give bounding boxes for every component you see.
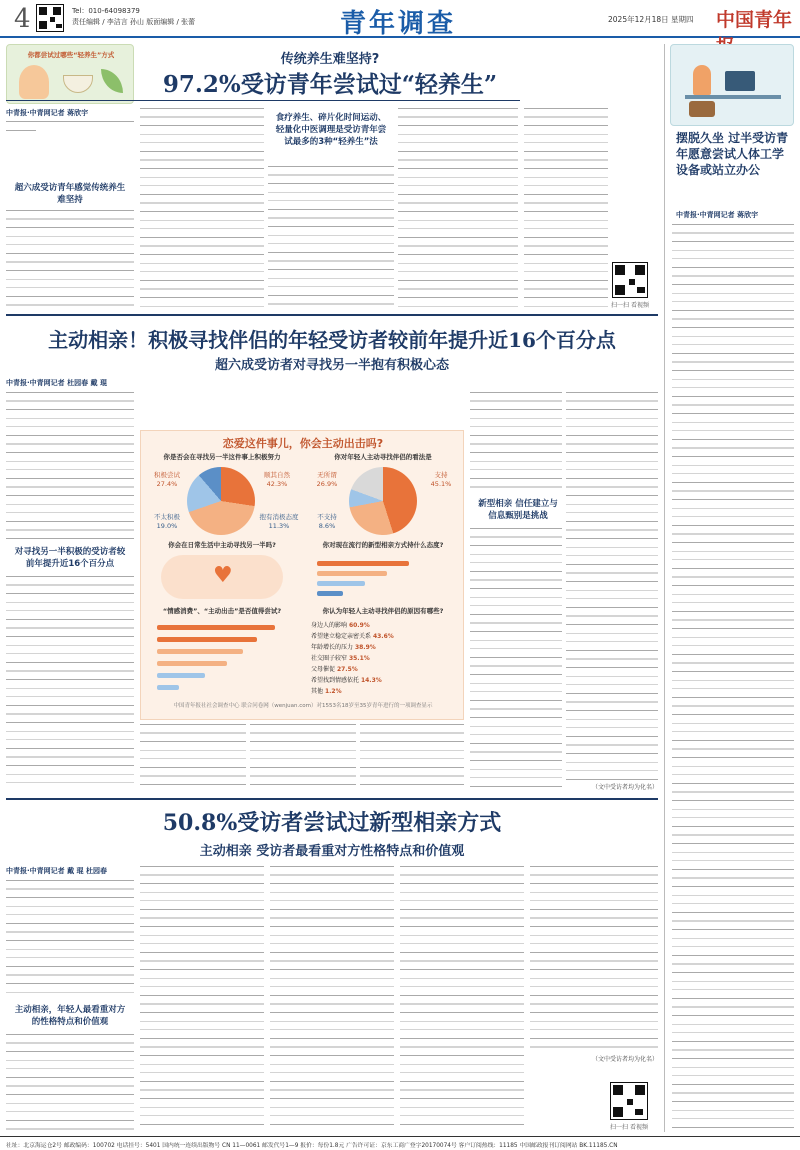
article3-headline: 50.8%受访者尝试过新型相亲方式: [162, 810, 502, 836]
article2-col5: [470, 392, 562, 492]
sidebar-illustration: [670, 44, 794, 126]
q2-option-1: 无所谓: [317, 471, 337, 479]
q2-option-0: 支持: [434, 471, 448, 479]
q5-bar-2: [157, 649, 243, 654]
article2-col4: [360, 724, 464, 790]
q6-item-1: 希望建立稳定亲密关系: [311, 633, 372, 640]
article3-qr-caption: 扫一扫 看视频: [610, 1124, 648, 1131]
q2-value-0: 45.1%: [430, 480, 452, 488]
q6-chart: [311, 621, 461, 701]
sidebar-headline: 摆脱久坐 过半受访青年愿意尝试人体工学设备或站立办公: [676, 131, 789, 177]
article2-credit: （文中受访者均为化名）: [591, 784, 658, 791]
article1-qr-caption: 扫一扫 看视频: [611, 302, 649, 309]
person-icon: [693, 65, 711, 95]
article1-kicker: 传统养生难坚持?: [280, 52, 380, 67]
q4-bar-0: [317, 561, 409, 566]
q6-item-0: 身边人的影响: [311, 622, 348, 629]
q6-value-6: 1.2%: [324, 688, 342, 695]
article1-rule: [6, 100, 520, 101]
article2-col6: [566, 392, 658, 780]
article3-top-rule: [6, 798, 658, 800]
sidebar-byline: 中青报·中青网记者 蒋欣宇: [676, 211, 759, 219]
article3-subhead1: 主动相亲，年轻人最看重对方的性格特点和价值观: [14, 1005, 126, 1027]
page-number: 4: [14, 4, 31, 34]
q2-label-2: [307, 513, 347, 531]
article1-illustration: [6, 44, 134, 104]
q2-pie-chart: [349, 467, 417, 535]
q2-title: 你对年轻人主动寻找伴侣的看法是: [334, 453, 432, 461]
q1-option-2: 不太积极: [154, 513, 180, 521]
q6-title: 你认为年轻人主动寻找伴侣的原因有哪些?: [322, 607, 444, 615]
illustration-figure: [19, 65, 49, 99]
article2-subhead1: 对寻找另一半积极的受访者较前年提升近16个百分点: [14, 547, 126, 569]
q4-bar-2: [317, 581, 365, 586]
q2-value-2: 8.6%: [318, 522, 336, 530]
article1-col3: [268, 166, 394, 308]
q4-bar-3: [317, 591, 343, 596]
q3-title: 你会在日常生活中主动寻找另一半吗?: [168, 541, 276, 549]
q5-bar-5: [157, 685, 179, 690]
q1-label-3: [257, 513, 301, 531]
header-info: [72, 6, 195, 28]
article1-col1: [6, 120, 134, 178]
q6-row-1: [311, 632, 461, 641]
section-name: 青年调查: [340, 9, 457, 39]
q6-item-6: 其他: [311, 688, 324, 695]
q4-title: 你对现在流行的新型相亲方式持什么态度?: [322, 541, 444, 549]
article1-col5: [524, 108, 608, 308]
q1-value-0: 27.4%: [156, 480, 178, 488]
date: 2025年12月18日 星期四: [608, 15, 694, 24]
article3-col2: [140, 866, 264, 1132]
article2-col3: [250, 724, 356, 790]
q6-item-5: 希望找到情感依托: [311, 677, 360, 684]
q1-value-2: 19.0%: [156, 522, 178, 530]
q6-value-1: 43.6%: [372, 633, 394, 640]
q1-option-3: 抱有消极态度: [259, 513, 299, 521]
illustration-leaf: [101, 69, 123, 93]
q6-value-2: 38.9%: [354, 644, 376, 651]
article1-col2: [140, 108, 264, 308]
q1-label-0: [147, 471, 187, 489]
newspaper-logo: 中国青年: [716, 9, 793, 31]
article1-subhead1: 超六成受访青年感觉传统养生难坚持: [14, 183, 126, 205]
q2-label-1: [307, 471, 347, 489]
article1-col1b: [6, 210, 134, 310]
editors: 责任编辑 / 李洁言 孙山 版面编辑 / 张蕾: [72, 18, 196, 26]
article2-byline: 中青报·中青网记者 杜园春 戴 琨: [6, 379, 107, 387]
q6-row-4: [311, 665, 461, 674]
article2-col1b: [6, 576, 134, 788]
q5-bars: [157, 623, 287, 693]
sidebar-divider: [664, 44, 665, 1132]
article1-qr-code: [612, 262, 648, 298]
article3-col3: [270, 866, 394, 1132]
q1-value-1: 42.3%: [266, 480, 288, 488]
article1-headline: 97.2%受访青年尝试过“轻养生”: [162, 71, 498, 98]
chair-icon: [689, 101, 715, 117]
illustration-caption: 你都尝试过哪些“轻养生”方式: [27, 51, 115, 59]
article2-col1: [6, 392, 134, 540]
q6-row-2: [311, 643, 461, 652]
article2-subtitle: 超六成受访者对寻找另一半抱有积极心态: [214, 358, 449, 373]
q1-option-1: 顺其自然: [264, 471, 290, 479]
article2-col5b: [470, 528, 562, 790]
infographic-source: 中国青年报社社会调查中心 联合问卷网（wenjuan.com）对1553名18岁至35岁青年进行的一项调查显示: [173, 703, 433, 709]
q1-value-3: 11.3%: [268, 522, 290, 530]
q6-row-6: [311, 687, 461, 696]
tel: Tel：010-64098379: [72, 7, 140, 15]
header-qr-code: [36, 4, 64, 32]
q1-option-0: 积极尝试: [154, 471, 180, 479]
q6-item-2: 年龄增长的压力: [311, 644, 354, 651]
article1-byline: 中青报·中青网记者 蒋欣宇: [6, 109, 89, 117]
q6-value-0: 60.9%: [348, 622, 370, 629]
article3-subtitle: 主动相亲 受访者最看重对方性格特点和价值观: [199, 844, 465, 859]
q6-value-4: 27.5%: [336, 666, 358, 673]
q5-bar-1: [157, 637, 257, 642]
illustration-bowl: [63, 75, 93, 93]
article2-subhead2: 新型相亲 信任建立与信息甄别是挑战: [478, 499, 558, 521]
q6-value-5: 14.3%: [360, 677, 382, 684]
article3-col4: [400, 866, 524, 1132]
q5-bar-3: [157, 661, 227, 666]
article3-col1: [6, 880, 134, 998]
article3-col1b: [6, 1034, 134, 1132]
q6-row-3: [311, 654, 461, 663]
q6-value-3: 35.1%: [348, 655, 370, 662]
q5-bar-4: [157, 673, 205, 678]
infographic: [140, 430, 464, 720]
q2-value-1: 26.9%: [316, 480, 338, 488]
q1-label-1: [257, 471, 297, 489]
page-footer: 社址：北京海运仓2号 邮政编码：100702 电话挂号：5401 国内统一连续出版物号 CN 11—0061 邮发代号1—9 报价：每份1.8元 广告许可证：京东工商广登字20170074号 客户订阅热线：11185 中国邮政报刊订阅网站 BK.11185.CN: [0, 1136, 800, 1150]
sidebar-text: [672, 224, 794, 1132]
heart-icon: ♥: [213, 563, 233, 588]
article1-subhead2: 食疗养生、碎片化时间运动、轻量化中医调理是受访青年尝试最多的3种“轻养生”法: [275, 113, 387, 147]
q6-item-4: 父母催促: [311, 666, 336, 673]
article2-top-rule: [6, 314, 658, 316]
q4-bars: [317, 557, 449, 601]
q1-label-2: [147, 513, 187, 531]
page-header: [0, 0, 800, 38]
article1-col4: [398, 108, 518, 308]
q6-row-5: [311, 676, 461, 685]
article3-credit: （文中受访者均为化名）: [591, 1056, 658, 1063]
q6-row-0: [311, 621, 461, 630]
monitor-icon: [725, 71, 755, 91]
article3-col5: [530, 866, 658, 1050]
desk-icon: [685, 95, 781, 99]
q1-pie-chart: [187, 467, 255, 535]
infographic-title: 恋爱这件事儿，你会主动出击吗?: [222, 437, 384, 450]
article3-byline: 中青报·中青网记者 戴 琨 杜园春: [6, 867, 107, 875]
q6-item-3: 社交圈子较窄: [311, 655, 348, 662]
article3-qr-code: [610, 1082, 648, 1120]
q2-label-0: [421, 471, 461, 489]
q5-title: “情感消费”、“主动出击”是否值得尝试?: [162, 607, 282, 615]
q1-title: 你是否会在寻找另一半这件事上积极努力: [163, 453, 281, 461]
article2-headline: 主动相亲！积极寻找伴侣的年轻受访者较前年提升近16个百分点: [48, 328, 616, 352]
q2-option-2: 不支持: [317, 513, 337, 521]
q5-bar-0: [157, 625, 275, 630]
article1-lead: [6, 121, 134, 136]
q4-bar-1: [317, 571, 387, 576]
article2-col2: [140, 724, 246, 790]
